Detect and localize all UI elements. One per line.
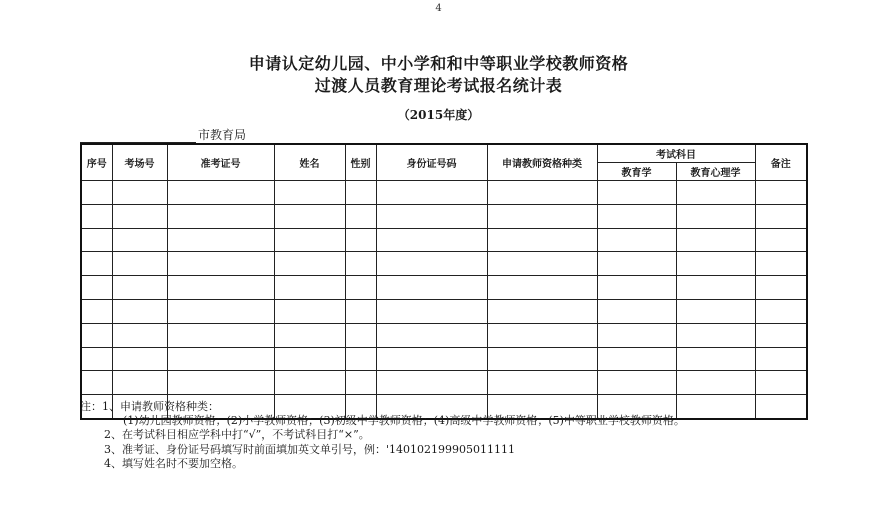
table-cell[interactable] <box>345 181 376 205</box>
table-cell[interactable] <box>167 181 274 205</box>
table-cell[interactable] <box>676 252 755 276</box>
table-cell[interactable] <box>755 371 807 395</box>
table-cell[interactable] <box>274 299 345 323</box>
bureau-blank-line[interactable] <box>80 129 196 143</box>
table-cell[interactable] <box>112 371 167 395</box>
table-cell[interactable] <box>345 371 376 395</box>
form-title-line-2: 过渡人员教育理论考试报名统计表 <box>314 76 563 95</box>
bureau-field <box>80 126 246 143</box>
table-row <box>81 323 807 347</box>
table-cell[interactable] <box>81 204 112 228</box>
table-cell[interactable] <box>597 228 676 252</box>
table-cell[interactable] <box>376 252 487 276</box>
table-cell[interactable] <box>112 299 167 323</box>
table-cell[interactable] <box>755 395 807 419</box>
table-cell[interactable] <box>112 181 167 205</box>
table-cell[interactable] <box>345 276 376 300</box>
header-exam-subjects: 考试科目 <box>597 144 755 163</box>
table-cell[interactable] <box>755 347 807 371</box>
table-row <box>81 204 807 228</box>
form-title-line-1: 申请认定幼儿园、中小学和和中等职业学校教师资格 <box>248 54 629 73</box>
table-cell[interactable] <box>487 181 597 205</box>
table-body <box>81 181 807 419</box>
table-cell[interactable] <box>81 299 112 323</box>
table-cell[interactable] <box>81 276 112 300</box>
header-certificate-type: 申请教师资格种类 <box>487 144 597 181</box>
table-cell[interactable] <box>487 204 597 228</box>
table-cell[interactable] <box>345 299 376 323</box>
table-cell[interactable] <box>597 371 676 395</box>
notes-section <box>80 400 685 471</box>
table-cell[interactable] <box>487 347 597 371</box>
table-cell[interactable] <box>167 299 274 323</box>
table-cell[interactable] <box>487 371 597 395</box>
header-subject-educational-psychology: 教育心理学 <box>676 163 755 181</box>
table-cell[interactable] <box>167 204 274 228</box>
table-cell[interactable] <box>676 299 755 323</box>
table-cell[interactable] <box>487 228 597 252</box>
table-cell[interactable] <box>167 371 274 395</box>
table-cell[interactable] <box>676 228 755 252</box>
note-4: 4、填写姓名时不要加空格。 <box>104 456 243 470</box>
table-cell[interactable] <box>676 395 755 419</box>
header-gender: 性别 <box>345 144 376 181</box>
table-cell[interactable] <box>597 276 676 300</box>
note-3: 3、准考证、身份证号码填写时前面填加英文单引号，例：'140102199905011111 <box>104 442 515 456</box>
table-cell[interactable] <box>345 252 376 276</box>
table-cell[interactable] <box>755 204 807 228</box>
table-cell[interactable] <box>597 323 676 347</box>
table-cell[interactable] <box>755 181 807 205</box>
table-cell[interactable] <box>112 204 167 228</box>
header-name: 姓名 <box>274 144 345 181</box>
table-cell[interactable] <box>376 181 487 205</box>
table-cell[interactable] <box>755 276 807 300</box>
table-cell[interactable] <box>274 371 345 395</box>
table-cell[interactable] <box>376 323 487 347</box>
table-cell[interactable] <box>597 299 676 323</box>
table-cell[interactable] <box>167 276 274 300</box>
table-cell[interactable] <box>676 204 755 228</box>
table-cell[interactable] <box>274 323 345 347</box>
table-cell[interactable] <box>81 181 112 205</box>
table-cell[interactable] <box>376 276 487 300</box>
table-cell[interactable] <box>274 252 345 276</box>
table-row <box>81 252 807 276</box>
registration-table <box>80 143 808 420</box>
table-cell[interactable] <box>755 228 807 252</box>
table-cell[interactable] <box>597 252 676 276</box>
table-cell[interactable] <box>676 347 755 371</box>
note-1: 注：1、申请教师资格种类： <box>80 400 219 413</box>
table-cell[interactable] <box>755 252 807 276</box>
table-cell[interactable] <box>274 347 345 371</box>
table-cell[interactable] <box>376 204 487 228</box>
table-row <box>81 181 807 205</box>
header-id-number: 身份证号码 <box>376 144 487 181</box>
header-subject-pedagogy: 教育学 <box>597 163 676 181</box>
table-cell[interactable] <box>676 323 755 347</box>
table-cell[interactable] <box>597 347 676 371</box>
table-cell[interactable] <box>167 323 274 347</box>
page-number: 4 <box>435 3 442 14</box>
header-ticket-number: 准考证号 <box>167 144 274 181</box>
table-cell[interactable] <box>676 276 755 300</box>
table-row <box>81 276 807 300</box>
header-serial: 序号 <box>81 144 112 181</box>
table-cell[interactable] <box>676 181 755 205</box>
form-year: （2015年度） <box>397 108 480 122</box>
table-cell[interactable] <box>376 299 487 323</box>
table-cell[interactable] <box>112 347 167 371</box>
table-cell[interactable] <box>676 371 755 395</box>
table-cell[interactable] <box>345 347 376 371</box>
table-row <box>81 371 807 395</box>
table-cell[interactable] <box>81 323 112 347</box>
table-cell[interactable] <box>274 204 345 228</box>
table-row <box>81 347 807 371</box>
table-cell[interactable] <box>345 323 376 347</box>
table-cell[interactable] <box>274 181 345 205</box>
table-row <box>81 228 807 252</box>
table-cell[interactable] <box>112 228 167 252</box>
table-cell[interactable] <box>81 228 112 252</box>
table-cell[interactable] <box>376 228 487 252</box>
table-cell[interactable] <box>167 252 274 276</box>
table-cell[interactable] <box>597 204 676 228</box>
table-cell[interactable] <box>167 228 274 252</box>
table-cell[interactable] <box>81 252 112 276</box>
table-cell[interactable] <box>345 204 376 228</box>
note-1-detail: (1)幼儿园教师资格；(2)小学教师资格；(3)初级中学教师资格；(4)高级中学教师资格；(5)中等职业学校教师资格。 <box>123 414 685 428</box>
note-2: 2、在考试科目相应学科中打“√”，不考试科目打“×”。 <box>104 428 370 442</box>
table-cell[interactable] <box>755 299 807 323</box>
table-cell[interactable] <box>274 228 345 252</box>
table-cell[interactable] <box>81 371 112 395</box>
table-cell[interactable] <box>487 276 597 300</box>
table-cell[interactable] <box>487 252 597 276</box>
table-cell[interactable] <box>487 323 597 347</box>
table-cell[interactable] <box>487 299 597 323</box>
table-cell[interactable] <box>112 252 167 276</box>
table-row <box>81 299 807 323</box>
table-cell[interactable] <box>112 323 167 347</box>
table-cell[interactable] <box>376 371 487 395</box>
table-cell[interactable] <box>274 276 345 300</box>
table-cell[interactable] <box>81 347 112 371</box>
bureau-label: 市教育局 <box>198 128 247 142</box>
table-cell[interactable] <box>345 228 376 252</box>
header-remarks: 备注 <box>755 144 807 181</box>
table-cell[interactable] <box>597 181 676 205</box>
table-cell[interactable] <box>376 347 487 371</box>
table-cell[interactable] <box>755 323 807 347</box>
table-cell[interactable] <box>167 347 274 371</box>
header-exam-room: 考场号 <box>112 144 167 181</box>
table-cell[interactable] <box>112 276 167 300</box>
